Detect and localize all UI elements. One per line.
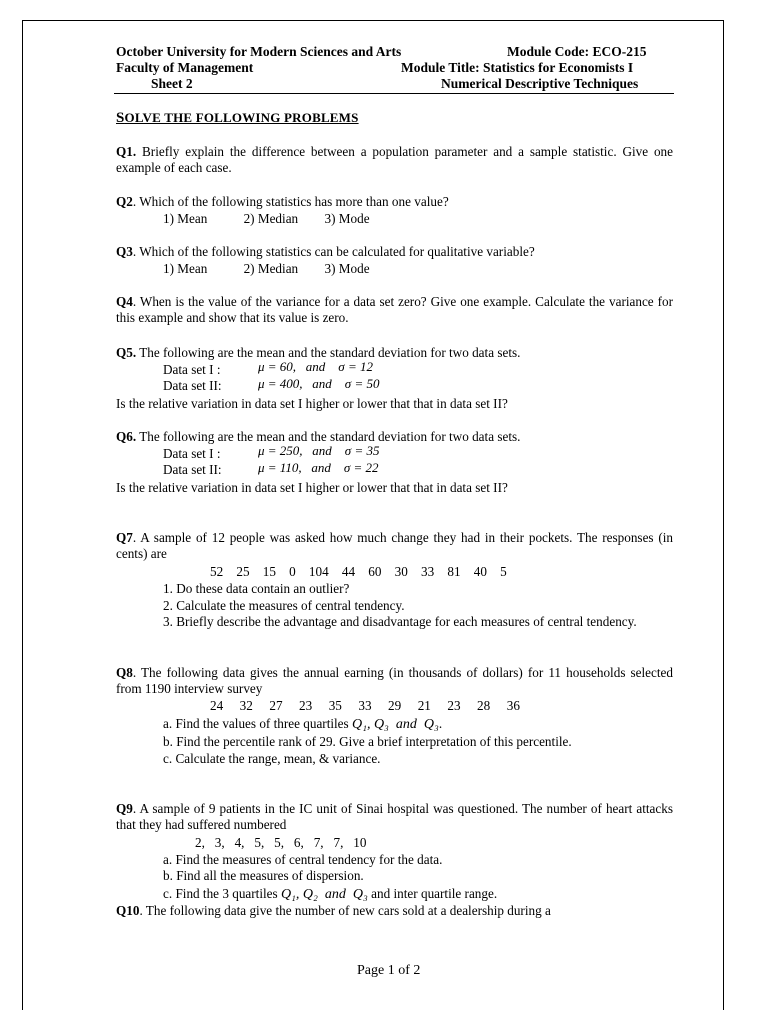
question-label: Q6. — [116, 429, 137, 444]
question-label: Q10 — [116, 903, 140, 918]
question-7: Q7. A sample of 12 people was asked how much change they had in their pockets. The responses (in cents) are — [116, 530, 673, 561]
question-8-item-b: b. Find the percentile rank of 29. Give a brief interpretation of this percentile. — [163, 734, 572, 749]
section-title: SOLVE THE FOLLOWING PROBLEMS — [116, 110, 359, 126]
question-label: Q5. — [116, 345, 137, 360]
university-name: October University for Modern Sciences and Arts — [116, 44, 402, 59]
data-set-2-label: Data set II: — [163, 462, 222, 477]
question-6-prompt: Is the relative variation in data set I higher or lower that that in data set II? — [116, 480, 508, 495]
question-7-item-3: 3. Briefly describe the advantage and disadvantage for each measures of central tendency. — [163, 614, 637, 629]
module-title: Module Title: Statistics for Economists I — [401, 60, 634, 75]
question-8-data: 24 32 27 23 35 33 29 21 23 28 36 — [210, 698, 520, 713]
header-divider — [114, 93, 674, 94]
question-2-options: 1) Mean 2) Median 3) Mode — [163, 211, 370, 226]
data-set-2-values: μ = 110, and σ = 22 — [258, 460, 379, 475]
faculty-name: Faculty of Management — [116, 60, 254, 75]
data-set-1-label: Data set I : — [163, 446, 221, 461]
question-7-item-1: 1. Do these data contain an outlier? — [163, 581, 350, 596]
question-label: Q3 — [116, 244, 133, 259]
data-set-1-label: Data set I : — [163, 362, 221, 377]
data-set-2-values: μ = 400, and σ = 50 — [258, 376, 380, 391]
question-5-prompt: Is the relative variation in data set I higher or lower that that in data set II? — [116, 396, 508, 411]
question-8-item-a: a. Find the values of three quartiles Q₁, Q₃ and Q₃. — [163, 716, 443, 732]
question-label: Q4 — [116, 294, 133, 309]
question-8: Q8. The following data gives the annual earning (in thousands of dollars) for 11 households selected from 1190 interview survey — [116, 665, 673, 696]
question-label: Q8 — [116, 665, 133, 680]
module-subtitle: Numerical Descriptive Techniques — [441, 76, 639, 91]
data-set-1-values: μ = 250, and σ = 35 — [258, 443, 380, 458]
question-label: Q7 — [116, 530, 133, 545]
question-9-item-b: b. Find all the measures of dispersion. — [163, 868, 364, 883]
quartile-symbols: Q₁, Q₃ and Q₃ — [351, 717, 439, 732]
sheet-number: Sheet 2 — [151, 76, 193, 91]
question-label: Q9 — [116, 801, 133, 816]
question-7-item-2: 2. Calculate the measures of central tendency. — [163, 598, 405, 613]
question-9-item-c: c. Find the 3 quartiles Q₁, Q₂ and Q₃ and inter quartile range. — [163, 886, 498, 902]
question-1: Q1. Briefly explain the difference between a population parameter and a sample statistic. Give one example of each case. — [116, 144, 673, 175]
data-set-2-label: Data set II: — [163, 378, 222, 393]
question-8-item-c: c. Calculate the range, mean, & variance. — [163, 751, 381, 766]
question-4: Q4. When is the value of the variance for a data set zero? Give one example. Calculate the variance for this example and show that its value is zero. — [116, 294, 673, 325]
question-label: Q2 — [116, 194, 133, 209]
data-set-1-values: μ = 60, and σ = 12 — [258, 359, 373, 374]
question-6: Q6. The following are the mean and the standard deviation for two data sets. — [116, 429, 521, 444]
question-9-item-a: a. Find the measures of central tendency for the data. — [163, 852, 443, 867]
question-2: Q2. Which of the following statistics has more than one value? — [116, 194, 449, 209]
question-5: Q5. The following are the mean and the standard deviation for two data sets. — [116, 345, 521, 360]
quartile-symbols: Q₁, Q₂ and Q₃ — [280, 887, 368, 902]
question-9-data: 2, 3, 4, 5, 5, 6, 7, 7, 10 — [195, 835, 367, 850]
question-9: Q9. A sample of 9 patients in the IC unit of Sinai hospital was questioned. The number of heart attacks that they had suffered numbered — [116, 801, 673, 832]
question-10: Q10. The following data give the number of new cars sold at a dealership during a — [116, 903, 551, 918]
page-number: Page 1 of 2 — [357, 963, 421, 978]
question-3-options: 1) Mean 2) Median 3) Mode — [163, 261, 370, 276]
module-code: Module Code: ECO-215 — [507, 44, 647, 59]
question-3: Q3. Which of the following statistics can be calculated for qualitative variable? — [116, 244, 535, 259]
question-7-data: 52 25 15 0 104 44 60 30 33 81 40 5 — [210, 564, 507, 579]
question-label: Q1. — [116, 144, 137, 159]
